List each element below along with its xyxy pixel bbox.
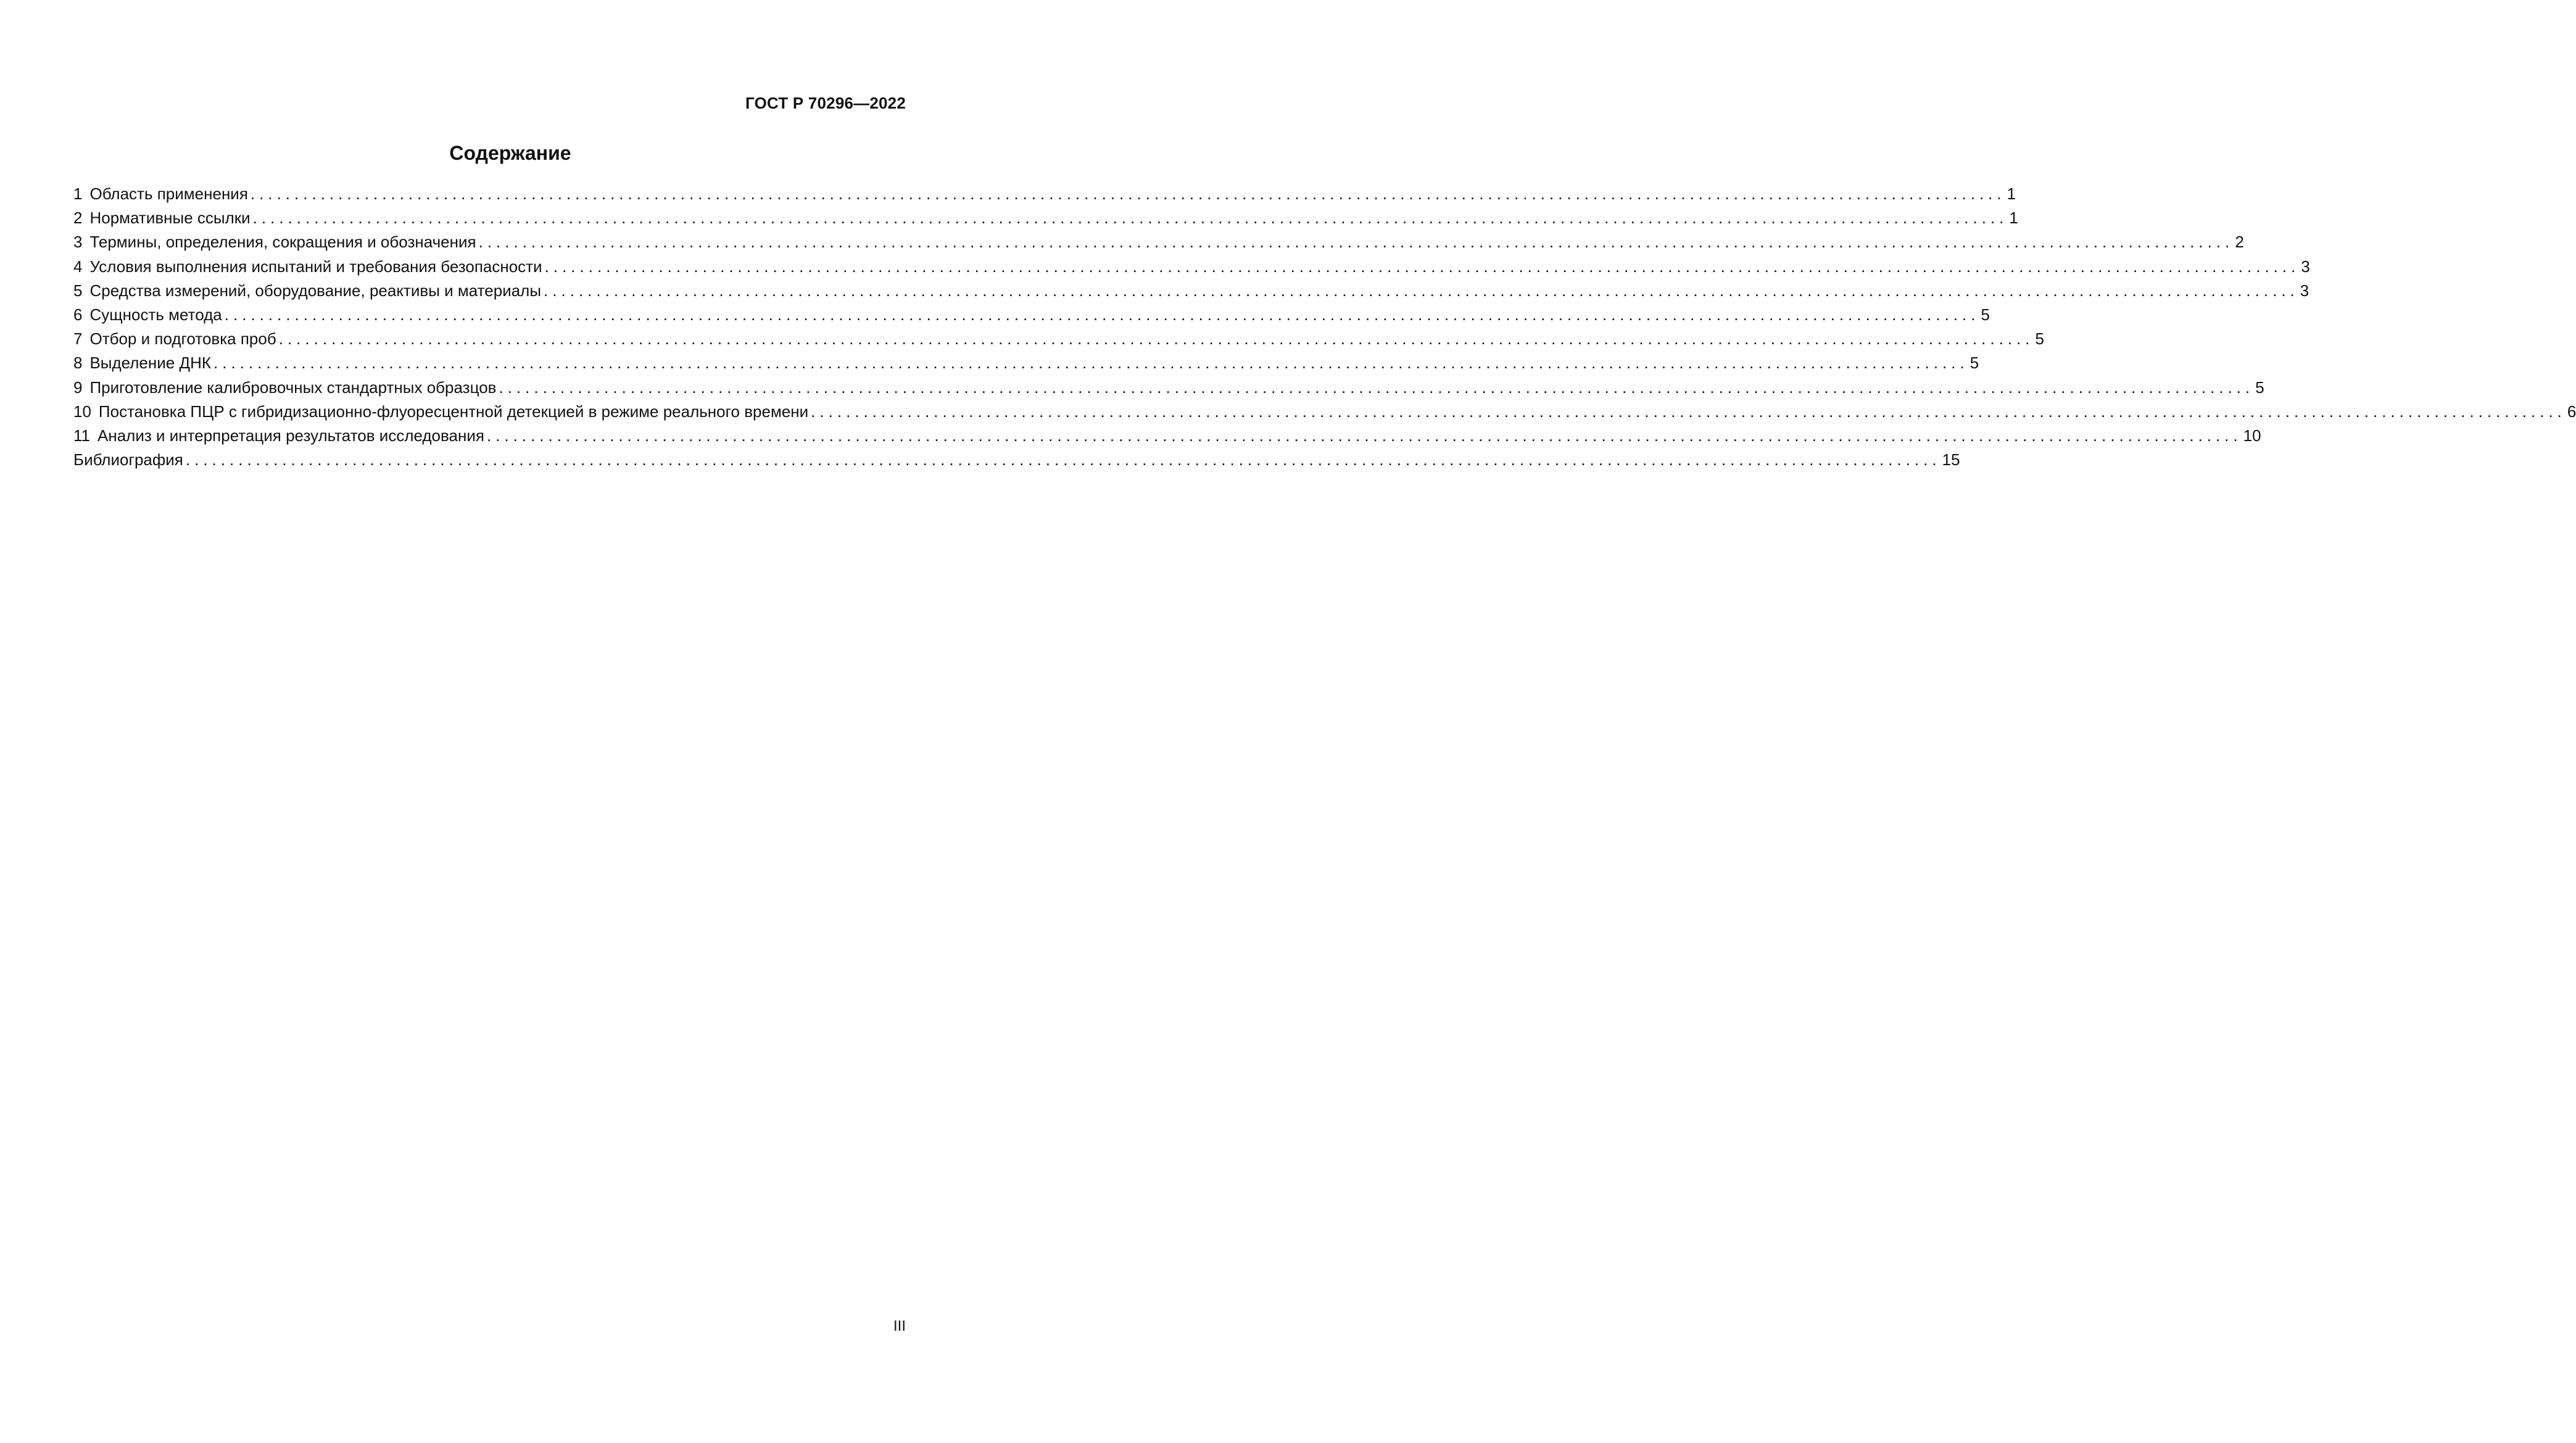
- toc-item-page: 2: [2235, 233, 2244, 252]
- toc-item-page: 5: [1969, 354, 1979, 373]
- toc-item-number: 9: [73, 378, 83, 397]
- toc-item[interactable]: [73, 448, 1960, 472]
- dot-leader: ........................................................................................................................................................................................................: [252, 209, 2008, 228]
- toc-item-number: 4: [73, 257, 83, 276]
- toc-item-label: Условия выполнения испытаний и требования безопасности: [89, 257, 542, 276]
- toc-entry: [73, 182, 248, 206]
- dot-leader: ........................................................................................................................................................................................................: [224, 305, 1980, 324]
- toc-item-label: Термины, определения, сокращения и обозначения: [89, 233, 476, 252]
- toc-item-label: Библиография: [73, 450, 183, 469]
- dot-leader: ........................................................................................................................................................................................................: [544, 281, 2299, 300]
- toc-item-number: 5: [73, 281, 83, 300]
- toc-item-label: Приготовление калибровочных стандартных образцов: [89, 378, 497, 397]
- dot-leader: ........................................................................................................................................................................................................: [486, 426, 2242, 445]
- toc-item[interactable]: [73, 255, 2310, 279]
- toc-item-number: 6: [73, 305, 83, 324]
- toc-entry: [73, 327, 276, 351]
- dot-leader: ........................................................................................................................................................................................................: [499, 378, 2255, 397]
- toc-item-label: Анализ и интерпретация результатов исследования: [97, 426, 484, 445]
- document-code: ГОСТ Р 70296—2022: [745, 94, 906, 112]
- toc-entry: [73, 279, 541, 303]
- toc-item-number: 10: [73, 402, 91, 421]
- toc-entry: [73, 400, 808, 424]
- toc-item-number: 11: [73, 426, 90, 445]
- toc-item-page: 3: [2300, 281, 2309, 300]
- toc-entry: [73, 206, 251, 230]
- toc-item-label: Средства измерений, оборудование, реактивы и материалы: [89, 281, 542, 300]
- toc-item[interactable]: [73, 303, 1990, 327]
- toc-item-page: 5: [2035, 329, 2044, 349]
- dot-leader: ........................................................................................................................................................................................................: [544, 257, 2300, 276]
- toc-item-number: 3: [73, 233, 83, 252]
- toc-item[interactable]: [73, 327, 2044, 351]
- toc-item-page: 15: [1942, 450, 1960, 469]
- toc-item-page: 10: [2243, 426, 2261, 445]
- toc-item-number: 7: [73, 329, 83, 349]
- toc-item-page: 1: [2009, 209, 2018, 228]
- page-number: III: [893, 1318, 906, 1334]
- toc-item[interactable]: [73, 182, 2016, 206]
- toc-item-label: Сущность метода: [89, 305, 222, 324]
- toc-item-page: 6: [2567, 402, 2576, 421]
- dot-leader: ........................................................................................................................................................................................................: [213, 354, 1969, 373]
- toc-item-page: 5: [2255, 378, 2264, 397]
- dot-leader: ........................................................................................................................................................................................................: [478, 233, 2234, 252]
- toc-entry: [73, 230, 476, 254]
- toc-entry: [73, 376, 496, 400]
- toc-item-label: Область применения: [89, 184, 248, 203]
- toc-item[interactable]: [73, 279, 2309, 303]
- toc-item-number: 8: [73, 354, 83, 373]
- dot-leader: ........................................................................................................................................................................................................: [278, 329, 2034, 349]
- toc-entry: [73, 255, 542, 279]
- toc-item-label: Нормативные ссылки: [89, 209, 251, 228]
- toc-item[interactable]: [73, 424, 2261, 448]
- toc-item-page: 5: [1981, 305, 1990, 324]
- toc-entry: [73, 424, 484, 448]
- toc-item[interactable]: [73, 400, 2576, 424]
- toc-item-page: 1: [2007, 184, 2016, 203]
- toc-item-number: 1: [73, 184, 83, 203]
- toc-entry: [73, 303, 222, 327]
- toc-item-number: 2: [73, 209, 83, 228]
- toc-item[interactable]: [73, 351, 1979, 375]
- toc-item-page: 3: [2301, 257, 2310, 276]
- toc-title: Содержание: [449, 142, 571, 164]
- dot-leader: ........................................................................................................................................................................................................: [250, 184, 2006, 203]
- toc-item-label: Отбор и подготовка проб: [89, 329, 276, 349]
- toc-entry: [73, 351, 211, 375]
- toc-item-label: Постановка ПЦР с гибридизационно-флуоресцентной детекцией в режиме реального времени: [98, 402, 809, 421]
- toc-item[interactable]: [73, 230, 2244, 254]
- toc-entry: [73, 448, 183, 472]
- toc-item-label: Выделение ДНК: [89, 354, 211, 373]
- toc-item[interactable]: [73, 376, 2264, 400]
- table-of-contents: [73, 182, 2576, 472]
- dot-leader: ........................................................................................................................................................................................................: [185, 450, 1941, 469]
- dot-leader: ........................................................................................................................................................................................................: [811, 402, 2566, 421]
- toc-item[interactable]: [73, 206, 2018, 230]
